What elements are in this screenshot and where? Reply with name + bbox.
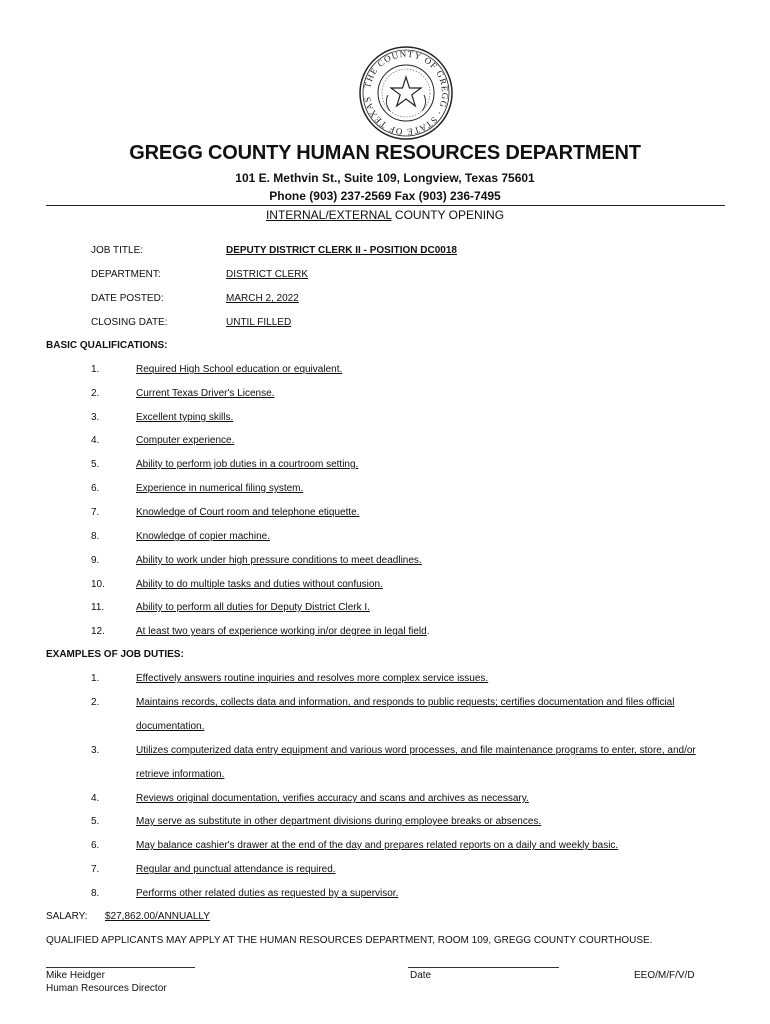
department-phone: Phone (903) 237-2569 Fax (903) 236-7495 xyxy=(269,189,501,203)
duty-item: Performs other related duties as requested by a supervisor. xyxy=(136,888,399,899)
salary-label: SALARY: xyxy=(46,911,88,922)
qualification-item: Ability to perform job duties in a courtroom setting. xyxy=(136,459,359,470)
qualification-number: 4. xyxy=(91,435,100,446)
job-title-label: JOB TITLE: xyxy=(91,245,144,256)
closing-date-label: CLOSING DATE: xyxy=(91,317,168,328)
salary-value: $27,862.00/ANNUALLY xyxy=(105,911,210,922)
qualifications-heading: BASIC QUALIFICATIONS: xyxy=(46,340,168,351)
qualification-number: 1. xyxy=(91,364,100,375)
qualification-item: Current Texas Driver's License. xyxy=(136,388,275,399)
duty-number: 7. xyxy=(91,864,100,875)
qualification-number: 11. xyxy=(91,602,105,613)
qualification-number: 6. xyxy=(91,483,100,494)
duty-number: 4. xyxy=(91,793,100,804)
qualification-number: 7. xyxy=(91,507,100,518)
signer-role: Human Resources Director xyxy=(46,983,167,994)
duty-number: 8. xyxy=(91,888,100,899)
svg-text:THE COUNTY OF GREGG · STATE OF: THE COUNTY OF GREGG · STATE OF TEXAS xyxy=(362,48,451,138)
opening-type-underlined: INTERNAL/EXTERNAL xyxy=(265,208,392,222)
county-seal-logo xyxy=(358,45,454,141)
signature-line xyxy=(46,967,195,968)
date-label: Date xyxy=(410,970,432,981)
qualification-item: Knowledge of Court room and telephone etiquette. xyxy=(136,507,360,518)
duty-number: 2. xyxy=(91,697,100,708)
closing-date-value: UNTIL FILLED xyxy=(226,317,292,328)
duty-item: May serve as substitute in other department divisions during employee breaks or absences. xyxy=(136,816,542,827)
duty-item-continued: retrieve information. xyxy=(136,769,225,780)
qualification-item: Knowledge of copier machine. xyxy=(136,531,270,542)
duty-number: 6. xyxy=(91,840,100,851)
qualification-number: 12. xyxy=(91,626,105,637)
qualification-item xyxy=(136,626,430,637)
qualification-number: 8. xyxy=(91,531,100,542)
duty-item: Utilizes computerized data entry equipment and various word processes, and file maintenance programs to enter, store, and/or xyxy=(136,745,696,756)
eeo-statement: EEO/M/F/V/D xyxy=(634,970,695,981)
qualification-number: 2. xyxy=(91,388,100,399)
date-posted-value: MARCH 2, 2022 xyxy=(226,293,299,304)
duty-item: Reviews original documentation, verifies accuracy and scans and archives as necessary. xyxy=(136,793,529,804)
opening-type xyxy=(0,208,770,222)
qualification-item: Excellent typing skills. xyxy=(136,412,234,423)
qualification-item: Experience in numerical filing system. xyxy=(136,483,304,494)
qualification-item: Ability to perform all duties for Deputy District Clerk I. xyxy=(136,602,370,613)
opening-type-rest: COUNTY OPENING xyxy=(391,208,505,222)
qualification-number: 5. xyxy=(91,459,100,470)
job-title-value: DEPUTY DISTRICT CLERK II - POSITION DC0018 xyxy=(226,245,457,256)
duty-number: 5. xyxy=(91,816,100,827)
page-title: GREGG COUNTY HUMAN RESOURCES DEPARTMENT xyxy=(129,142,641,164)
qualification-item-period: . xyxy=(426,626,430,637)
application-instructions: QUALIFIED APPLICANTS MAY APPLY AT THE HUMAN RESOURCES DEPARTMENT, ROOM 109, GREGG COUNTY COURTHOUSE. xyxy=(46,935,653,946)
qualification-number: 10. xyxy=(91,579,105,590)
department-value: DISTRICT CLERK xyxy=(226,269,309,280)
qualification-number: 9. xyxy=(91,555,100,566)
signer-name: Mike Heidger xyxy=(46,970,105,981)
duty-number: 3. xyxy=(91,745,100,756)
qualification-item: Ability to do multiple tasks and duties without confusion. xyxy=(136,579,383,590)
header-divider xyxy=(46,205,725,206)
duties-heading: EXAMPLES OF JOB DUTIES: xyxy=(46,649,184,660)
qualification-item: Required High School education or equivalent. xyxy=(136,364,343,375)
duty-item-continued: documentation. xyxy=(136,721,205,732)
qualification-number: 3. xyxy=(91,412,100,423)
duty-item: Maintains records, collects data and information, and responds to public requests; certifies documentation and files official xyxy=(136,697,675,708)
duty-item: May balance cashier's drawer at the end of the day and prepares related reports on a daily and weekly basic. xyxy=(136,840,619,851)
date-line xyxy=(408,967,559,968)
department-label: DEPARTMENT: xyxy=(91,269,161,280)
department-address: 101 E. Methvin St., Suite 109, Longview, Texas 75601 xyxy=(235,171,535,185)
qualification-item: Ability to work under high pressure conditions to meet deadlines. xyxy=(136,555,422,566)
duty-item: Regular and punctual attendance is required. xyxy=(136,864,336,875)
duty-number: 1. xyxy=(91,673,100,684)
date-posted-label: DATE POSTED: xyxy=(91,293,164,304)
qualification-item-text: At least two years of experience working in/or degree in legal field xyxy=(136,626,427,637)
duty-item: Effectively answers routine inquiries and resolves more complex service issues. xyxy=(136,673,489,684)
qualification-item: Computer experience. xyxy=(136,435,235,446)
